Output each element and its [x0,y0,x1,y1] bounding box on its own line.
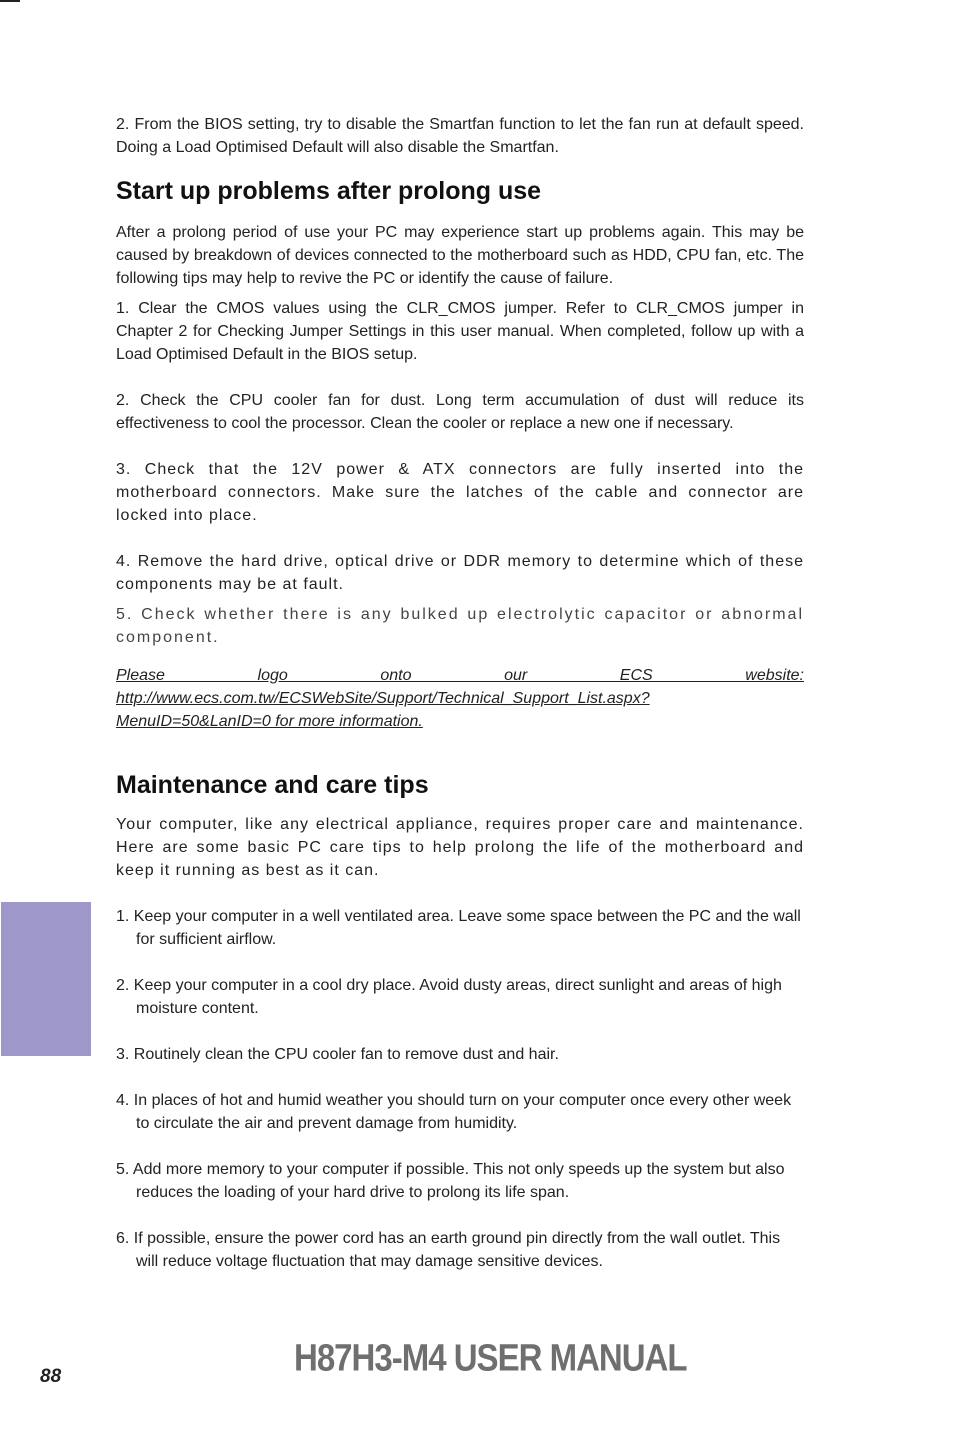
care-tip-5: 5. Add more memory to your computer if possible. This not only speeds up the system but also reduces the loading of your hard drive to prolong its life span. [116,1161,785,1201]
section1-intro: After a prolong period of use your PC may experience start up problems again. This may be caused by breakdown of devices connected to the motherboard such as HDD, CPU fan, etc. The following tips may help to revive the PC or identify the cause of failure. [116,224,804,287]
chapter-side-tab [1,902,91,1056]
page-content [116,113,804,1273]
care-tip-4: 4. In places of hot and humid weather you should turn on your computer once every other week to circulate the air and prevent damage from humidity. [116,1092,792,1132]
startup-tip-3: 3. Check that the 12V power & ATX connectors are fully inserted into the motherboard connectors. Make sure the latches of the cable and connector are locked into place. [116,461,804,524]
startup-tip-4: 4. Remove the hard drive, optical drive or DDR memory to determine which of these components may be at fault. [116,553,804,593]
care-tip-1: 1. Keep your computer in a well ventilated area. Leave some space between the PC and the wall for sufficient airflow. [116,908,801,948]
care-tip-3: 3. Routinely clean the CPU cooler fan to remove dust and hair. [116,1046,559,1063]
section2-intro: Your computer, like any electrical appliance, requires proper care and maintenance. Here are some basic PC care tips to help prolong the life of the motherboard and keep it running as best as it can. [116,816,804,879]
page-number: 88 [40,1366,62,1387]
startup-tip-1: 1. Clear the CMOS values using the CLR_CMOS jumper. Refer to CLR_CMOS jumper in Chapter 2 for Checking Jumper Settings in this user manual. When completed, follow up with a Load Optimised Default in the BIOS setup. [116,300,804,363]
intro-paragraph: 2. From the BIOS setting, try to disable the Smartfan function to let the fan run at default speed. Doing a Load Optimised Default will also disable the Smartfan. [116,116,804,156]
section-heading-startup-problems: Start up problems after prolong use [116,177,542,205]
section-heading-maintenance: Maintenance and care tips [116,771,429,799]
manual-title: H87H3-M4 USER MANUAL [294,1336,687,1379]
startup-tip-2: 2. Check the CPU cooler fan for dust. Long term accumulation of dust will reduce its effectiveness to cool the processor. Clean the cooler or replace a new one if necessary. [116,392,804,432]
startup-tip-5: 5. Check whether there is any bulked up electrolytic capacitor or abnormal component. [116,606,804,646]
corner-crop-mark [0,0,20,2]
care-tip-6: 6. If possible, ensure the power cord has an earth ground pin directly from the wall outlet. This will reduce voltage fluctuation that may damage sensitive devices. [116,1230,781,1270]
ecs-support-link[interactable]: Please logo onto our ECS website: http://www.ecs.com.tw/ECSWebSite/Support/Technical_Support_List.aspx?MenuID=50&LanID=0 for more information. [116,667,804,730]
care-tip-2: 2. Keep your computer in a cool dry place. Avoid dusty areas, direct sunlight and areas of high moisture content. [116,977,782,1017]
